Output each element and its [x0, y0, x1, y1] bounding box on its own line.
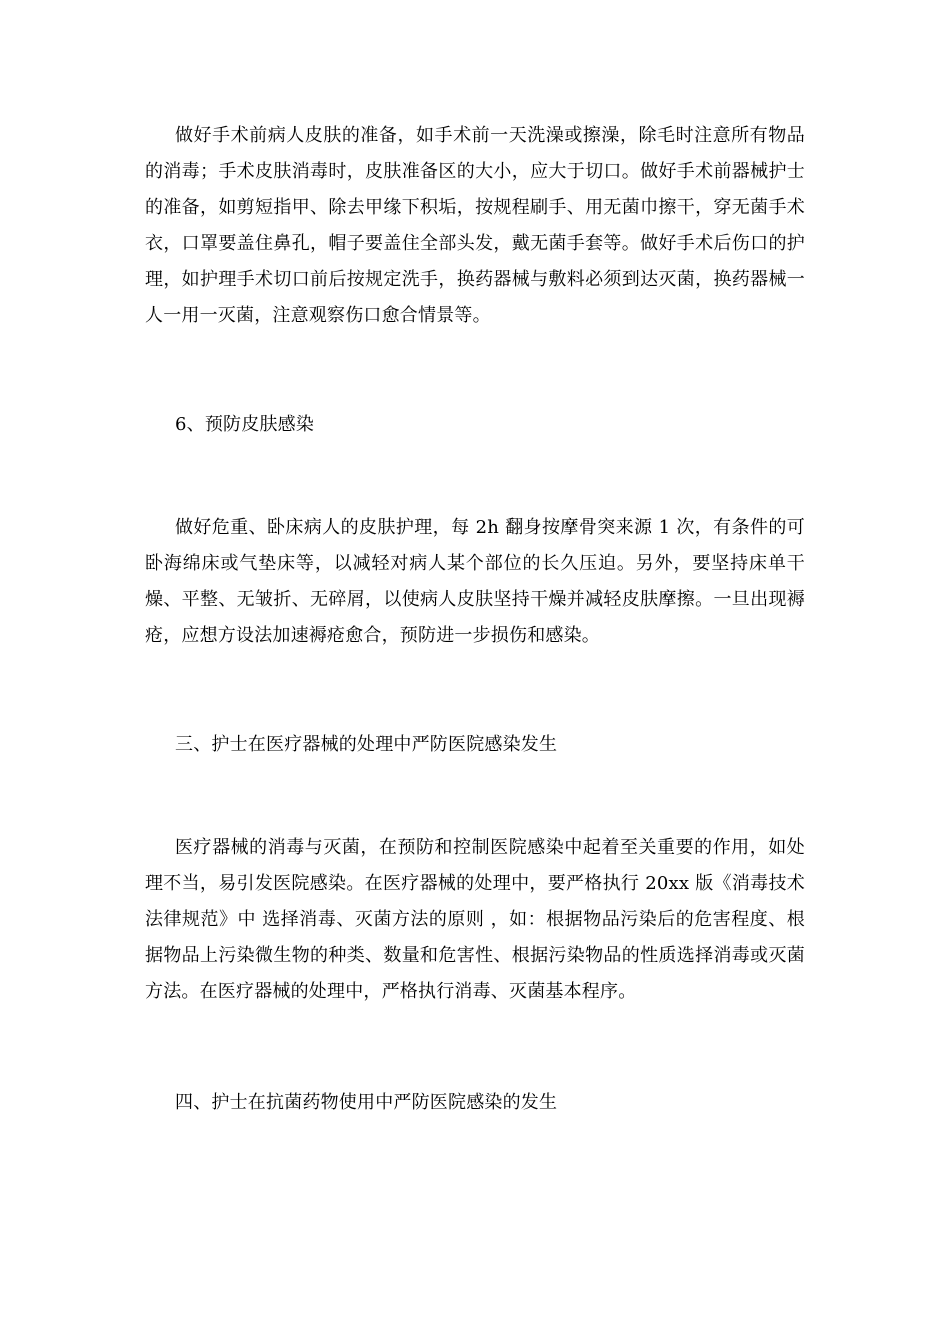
section-heading-antibiotics: 四、护士在抗菌药物使用中严防医院感染的发生: [175, 1092, 558, 1113]
paragraph-device-disinfection: 医疗器械的消毒与灭菌，在预防和控制医院感染中起着至关重要的作用，如处理不当，易引发医院感染。在医疗器械的处理中，要严格执行 20xx 版《消毒技术法律规范》中 选择消毒、灭菌方法的原则 ，如：根据物品污染后的危害程度、根据物品上污染微生物的种类、数量和危害性、根据污染物品的性质选择消毒或灭菌方法。在医疗器械的处理中，严格执行消毒、灭菌基本程序。: [145, 837, 805, 1002]
paragraph-skin-care: 做好危重、卧床病人的皮肤护理，每 2h 翻身按摩骨突来源 1 次，有条件的可卧海绵床或气垫床等，以减轻对病人某个部位的长久压迫。另外，要坚持床单干燥、平整、无皱折、无碎屑，以使病人皮肤坚持干燥并减轻皮肤摩擦。一旦出现褥疮，应想方设法加速褥疮愈合，预防进一步损伤和感染。: [145, 517, 805, 646]
paragraph-skin-preparation: 做好手术前病人皮肤的准备，如手术前一天洗澡或擦澡，除毛时注意所有物品的消毒；手术皮肤消毒时，皮肤准备区的大小，应大于切口。做好手术前器械护士的准备，如剪短指甲、除去甲缘下积垢，按规程刷手、用无菌巾擦干，穿无菌手术衣，口罩要盖住鼻孔，帽子要盖住全部头发，戴无菌手套等。做好手术后伤口的护理，如护理手术切口前后按规定洗手，换药器械与敷料必须到达灭菌，换药器械一人一用一灭菌，注意观察伤口愈合情景等。: [145, 125, 805, 326]
section-heading-medical-devices: 三、护士在医疗器械的处理中严防医院感染发生: [175, 734, 558, 755]
section-heading-prevent-skin-infection: 6、预防皮肤感染: [175, 414, 315, 435]
